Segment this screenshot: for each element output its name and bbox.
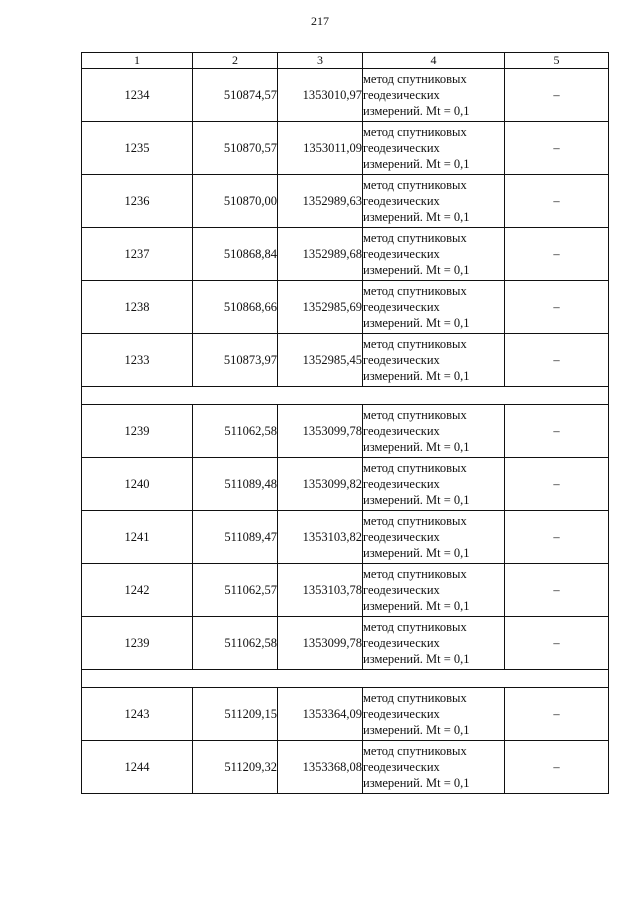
table-row: [82, 688, 609, 741]
method-text-line: измерений. Mt = 0,1: [363, 263, 470, 277]
method-cell: [363, 617, 505, 670]
note-cell: –: [505, 564, 609, 617]
page-number: 217: [311, 14, 329, 28]
method-cell: [363, 281, 505, 334]
column-header-4: 4: [363, 53, 505, 69]
table-row: [82, 564, 609, 617]
table-row: [82, 228, 609, 281]
column-header-1: 1: [82, 53, 193, 69]
point-number-cell: 1234: [82, 69, 193, 122]
method-text-line: метод спутниковых: [363, 620, 467, 634]
method-cell: [363, 688, 505, 741]
x-coordinate-cell: 511089,48: [193, 458, 278, 511]
x-coordinate-cell: 510868,66: [193, 281, 278, 334]
table-row: [82, 741, 609, 794]
method-text-line: измерений. Mt = 0,1: [363, 157, 470, 171]
note-cell: –: [505, 175, 609, 228]
group-separator-row: [82, 387, 609, 405]
table-row: [82, 334, 609, 387]
table-row: [82, 617, 609, 670]
y-coordinate-cell: 1353364,09: [278, 688, 363, 741]
point-number-cell: 1236: [82, 175, 193, 228]
y-coordinate-cell: 1353099,78: [278, 405, 363, 458]
method-text-line: измерений. Mt = 0,1: [363, 599, 470, 613]
note-cell: –: [505, 69, 609, 122]
y-coordinate-cell: 1353103,82: [278, 511, 363, 564]
point-number-cell: 1239: [82, 405, 193, 458]
group-separator-row: [82, 670, 609, 688]
method-text-line: геодезических: [363, 707, 440, 721]
separator-cell: [82, 387, 609, 405]
method-text-line: измерений. Mt = 0,1: [363, 652, 470, 666]
method-cell: [363, 69, 505, 122]
separator-cell: [82, 670, 609, 688]
column-header-3: 3: [278, 53, 363, 69]
method-cell: [363, 228, 505, 281]
point-number-cell: 1241: [82, 511, 193, 564]
method-cell: [363, 564, 505, 617]
table-row: [82, 405, 609, 458]
note-cell: –: [505, 511, 609, 564]
y-coordinate-cell: 1353099,78: [278, 617, 363, 670]
method-text-line: геодезических: [363, 636, 440, 650]
method-text-line: измерений. Mt = 0,1: [363, 440, 470, 454]
x-coordinate-cell: 510868,84: [193, 228, 278, 281]
x-coordinate-cell: 511062,57: [193, 564, 278, 617]
method-cell: [363, 122, 505, 175]
note-cell: –: [505, 405, 609, 458]
method-text-line: метод спутниковых: [363, 125, 467, 139]
method-cell: [363, 741, 505, 794]
point-number-cell: 1244: [82, 741, 193, 794]
method-text-line: метод спутниковых: [363, 744, 467, 758]
note-cell: –: [505, 281, 609, 334]
method-text-line: измерений. Mt = 0,1: [363, 210, 470, 224]
table-row: [82, 175, 609, 228]
column-header-5: 5: [505, 53, 609, 69]
point-number-cell: 1238: [82, 281, 193, 334]
note-cell: –: [505, 334, 609, 387]
method-text-line: геодезических: [363, 88, 440, 102]
method-text-line: измерений. Mt = 0,1: [363, 369, 470, 383]
method-text-line: метод спутниковых: [363, 284, 467, 298]
method-text-line: геодезических: [363, 583, 440, 597]
y-coordinate-cell: 1352985,45: [278, 334, 363, 387]
method-text-line: геодезических: [363, 247, 440, 261]
method-text-line: геодезических: [363, 477, 440, 491]
note-cell: –: [505, 228, 609, 281]
method-text-line: метод спутниковых: [363, 72, 467, 86]
y-coordinate-cell: 1352989,68: [278, 228, 363, 281]
method-cell: [363, 405, 505, 458]
y-coordinate-cell: 1352989,63: [278, 175, 363, 228]
note-cell: –: [505, 122, 609, 175]
method-text-line: метод спутниковых: [363, 231, 467, 245]
method-text-line: метод спутниковых: [363, 178, 467, 192]
point-number-cell: 1243: [82, 688, 193, 741]
method-cell: [363, 334, 505, 387]
y-coordinate-cell: 1352985,69: [278, 281, 363, 334]
method-text-line: метод спутниковых: [363, 337, 467, 351]
point-number-cell: 1235: [82, 122, 193, 175]
x-coordinate-cell: 510874,57: [193, 69, 278, 122]
x-coordinate-cell: 511062,58: [193, 405, 278, 458]
method-text-line: метод спутниковых: [363, 408, 467, 422]
method-cell: [363, 458, 505, 511]
y-coordinate-cell: 1353099,82: [278, 458, 363, 511]
method-text-line: геодезических: [363, 194, 440, 208]
table-row: [82, 69, 609, 122]
method-text-line: измерений. Mt = 0,1: [363, 104, 470, 118]
method-text-line: геодезических: [363, 141, 440, 155]
table-row: [82, 458, 609, 511]
point-number-cell: 1239: [82, 617, 193, 670]
table-body: [82, 53, 609, 794]
method-cell: [363, 511, 505, 564]
method-text-line: метод спутниковых: [363, 691, 467, 705]
method-cell: [363, 175, 505, 228]
y-coordinate-cell: 1353010,97: [278, 69, 363, 122]
method-text-line: измерений. Mt = 0,1: [363, 316, 470, 330]
y-coordinate-cell: 1353368,08: [278, 741, 363, 794]
method-text-line: измерений. Mt = 0,1: [363, 493, 470, 507]
method-text-line: геодезических: [363, 353, 440, 367]
method-text-line: геодезических: [363, 424, 440, 438]
method-text-line: метод спутниковых: [363, 514, 467, 528]
method-text-line: метод спутниковых: [363, 567, 467, 581]
x-coordinate-cell: 511209,15: [193, 688, 278, 741]
y-coordinate-cell: 1353103,78: [278, 564, 363, 617]
note-cell: –: [505, 741, 609, 794]
table-header-row: [82, 53, 609, 69]
column-header-2: 2: [193, 53, 278, 69]
method-text-line: измерений. Mt = 0,1: [363, 546, 470, 560]
x-coordinate-cell: 510870,57: [193, 122, 278, 175]
x-coordinate-cell: 511089,47: [193, 511, 278, 564]
method-text-line: геодезических: [363, 760, 440, 774]
x-coordinate-cell: 511062,58: [193, 617, 278, 670]
table-row: [82, 511, 609, 564]
y-coordinate-cell: 1353011,09: [278, 122, 363, 175]
note-cell: –: [505, 617, 609, 670]
point-number-cell: 1240: [82, 458, 193, 511]
method-text-line: измерений. Mt = 0,1: [363, 723, 470, 737]
point-number-cell: 1237: [82, 228, 193, 281]
method-text-line: измерений. Mt = 0,1: [363, 776, 470, 790]
x-coordinate-cell: 510873,97: [193, 334, 278, 387]
x-coordinate-cell: 511209,32: [193, 741, 278, 794]
method-text-line: геодезических: [363, 530, 440, 544]
coordinates-table: [81, 52, 609, 794]
point-number-cell: 1233: [82, 334, 193, 387]
point-number-cell: 1242: [82, 564, 193, 617]
method-text-line: геодезических: [363, 300, 440, 314]
note-cell: –: [505, 458, 609, 511]
note-cell: –: [505, 688, 609, 741]
method-text-line: метод спутниковых: [363, 461, 467, 475]
x-coordinate-cell: 510870,00: [193, 175, 278, 228]
table-row: [82, 281, 609, 334]
table-row: [82, 122, 609, 175]
